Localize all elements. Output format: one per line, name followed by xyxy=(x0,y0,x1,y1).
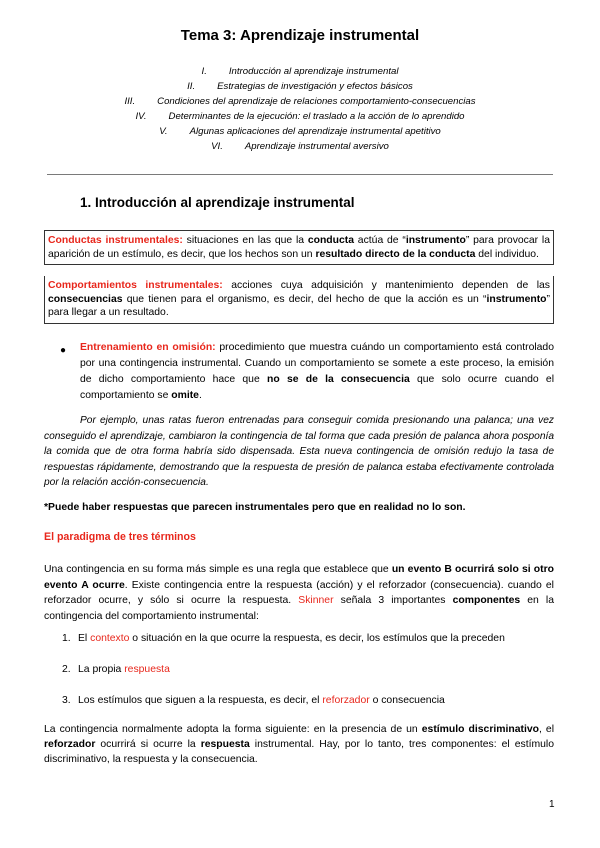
list-highlight: reforzador xyxy=(322,695,370,706)
toc-text: Determinantes de la ejecución: el traslado a la acción de lo aprendido xyxy=(168,111,465,122)
paragraph-text: La contingencia normalmente adopta la forma siguiente: en la presencia de un xyxy=(44,724,422,735)
list-highlight: contexto xyxy=(90,633,130,644)
definition-bold: instrumento xyxy=(405,235,466,246)
subsection-heading: El paradigma de tres términos xyxy=(44,531,196,543)
toc-item xyxy=(0,109,600,124)
list-highlight: respuesta xyxy=(124,664,170,675)
toc-item xyxy=(0,94,600,109)
toc-item xyxy=(0,124,600,139)
list-number: 1. xyxy=(62,633,71,644)
paragraph-text: señala 3 importantes xyxy=(333,595,453,606)
note-text: *Puede haber respuestas que parecen instrumentales pero que en realidad no lo son. xyxy=(44,502,466,513)
bullet-term: Entrenamiento en omisión: xyxy=(80,342,216,353)
toc-number: VI. xyxy=(211,141,223,152)
page-title: Tema 3: Aprendizaje instrumental xyxy=(180,27,420,44)
definition-box-comportamientos xyxy=(44,276,554,324)
paragraph-text: instrumental. Hay, por lo tanto, tres componentes: el estímulo discriminativo, la respuesta y la consecuencia. xyxy=(44,739,554,765)
paragraph-text: , el xyxy=(538,724,554,735)
definition-bold: conducta xyxy=(307,235,355,246)
bullet-bold: omite xyxy=(171,390,199,401)
definition-term: Conductas instrumentales: xyxy=(48,235,183,246)
definition-text: que tienen para el organismo, es decir, del hecho de que la acción es un “ xyxy=(122,293,487,305)
bullet-text: procedimiento que muestra cuándo un comportamiento está controlado por una contingencia instrumental. Cuando un comportamiento se somete a este proceso, la emisión de dicho comportamiento hace que xyxy=(80,342,554,385)
definition-text: situaciones en las que la xyxy=(182,235,308,246)
contingency-paragraph xyxy=(44,722,554,767)
bullet-text: . xyxy=(198,390,202,401)
toc-number: III. xyxy=(124,96,136,107)
bullet-icon: ● xyxy=(60,345,67,356)
paragraph-bold: estímulo discriminativo xyxy=(421,724,539,735)
definition-box-conductas xyxy=(44,230,554,265)
section-heading: 1. Introducción al aprendizaje instrumental xyxy=(80,195,355,210)
toc-text: Estrategias de investigación y efectos básicos xyxy=(217,81,413,92)
list-text: o situación en la que ocurre la respuesta, es decir, los estímulos que la preceden xyxy=(129,633,505,644)
bullet-omission xyxy=(80,340,554,404)
definition-bold: instrumento xyxy=(486,293,547,305)
definition-term: Comportamientos instrumentales: xyxy=(48,280,223,291)
definition-text: actúa de “ xyxy=(354,235,406,246)
bullet-text: que solo ocurre cuando el comportamiento se xyxy=(80,374,554,401)
list-text: Los estímulos que siguen a la respuesta, es decir, el xyxy=(78,695,323,706)
paragraph-text: ocurrirá si ocurre la xyxy=(95,739,201,750)
paragraph-text: . Existe contingencia entre la respuesta (acción) y el reforzador (consecuencia). cuando el reforzador ocurre, y sólo si ocurre la respuesta. xyxy=(44,579,554,606)
paragraph-bold: reforzador xyxy=(44,739,96,750)
definition-text: del individuo. xyxy=(475,248,539,260)
paragraph-text: Una contingencia en su forma más simple es una regla que establece que xyxy=(44,564,392,575)
page-number: 1 xyxy=(549,799,555,810)
toc-number: II. xyxy=(187,81,196,92)
toc-item xyxy=(0,64,600,79)
list-number: 2. xyxy=(62,664,71,675)
toc-item xyxy=(0,139,600,154)
paradigm-paragraph xyxy=(44,562,554,624)
toc-text: Algunas aplicaciones del aprendizaje instrumental apetitivo xyxy=(189,126,441,137)
paragraph-bold: respuesta xyxy=(200,739,250,750)
definition-text: ” para provocar la aparición de un estímulo, es decir, que los hechos son un xyxy=(48,235,550,260)
table-of-contents xyxy=(0,64,600,154)
list-text: La propia xyxy=(78,664,125,675)
toc-text: Condiciones del aprendizaje de relaciones comportamiento-consecuencias xyxy=(157,96,476,107)
example-paragraph: Por ejemplo, unas ratas fueron entrenadas para conseguir comida presionando una palanca; una vez conseguido el aprendizaje, cambiaron la contingencia de tal forma que cada presión de palanca ahora posponía la comida que de otra forma habría sido dispensada. Esta nueva contingencia de omisión redujo la tasa de respuestas rápidamente, demostrando que la respuesta de presión de palanca estaba efectivamente controlada por la relación acción-consecuencia. xyxy=(44,415,554,488)
definition-text: acciones cuya adquisición y mantenimiento dependen de las xyxy=(222,280,550,291)
list-item xyxy=(62,633,505,644)
paragraph-bold: un evento B ocurrirá solo si otro evento A ocurre xyxy=(44,564,554,591)
bullet-bold: no se de la consecuencia xyxy=(267,374,410,385)
toc-item xyxy=(0,79,600,94)
paragraph-bold: componentes xyxy=(452,595,521,606)
toc-number: IV. xyxy=(135,111,147,122)
definition-bold: consecuencias xyxy=(48,293,123,305)
definition-text: ” para llegar a un resultado. xyxy=(48,293,550,318)
toc-text: Introducción al aprendizaje instrumental xyxy=(228,66,399,77)
definition-bold: resultado directo de la conducta xyxy=(315,248,476,260)
toc-text: Aprendizaje instrumental aversivo xyxy=(244,141,389,152)
paragraph-highlight: Skinner xyxy=(298,595,334,606)
toc-number: I. xyxy=(201,66,207,77)
list-number: 3. xyxy=(62,695,71,706)
horizontal-divider xyxy=(47,174,553,175)
list-text: El xyxy=(78,633,91,644)
paragraph-text: en la contingencia del comportamiento instrumental: xyxy=(44,595,555,622)
toc-number: V. xyxy=(159,126,168,137)
list-item xyxy=(62,695,445,706)
list-text: o consecuencia xyxy=(369,695,445,706)
list-item xyxy=(62,664,170,675)
